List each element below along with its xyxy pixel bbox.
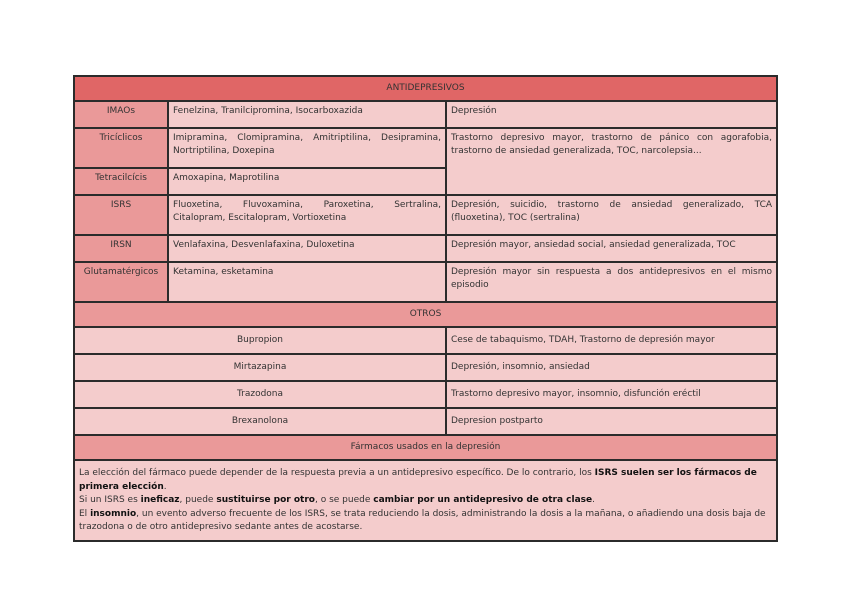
note-paragraph [79, 467, 772, 494]
otros-title: OTROS [74, 302, 777, 327]
note-text: . [592, 495, 596, 505]
note-emphasis: ineficaz [140, 495, 180, 505]
other-drug-uses: Depresion postparto [446, 408, 777, 435]
class-drugs: Venlafaxina, Desvenlafaxina, Duloxetina [168, 235, 446, 262]
table-row [74, 262, 777, 302]
note-emphasis: cambiar por un antidepresivo de otra clase [373, 495, 593, 505]
table-row [74, 195, 777, 235]
other-drug-uses: Cese de tabaquismo, TDAH, Trastorno de depresión mayor [446, 327, 777, 354]
other-drug-name: Mirtazapina [74, 354, 446, 381]
note-emphasis: ISRS suelen ser los fármacos de primera elección [79, 468, 757, 492]
note-text: El [79, 508, 91, 519]
class-name: ISRS [74, 195, 168, 235]
notes-title: Fármacos usados en la depresión [74, 435, 777, 460]
note-text: La elección del fármaco puede depender de la respuesta previa a un antidepresivo específico. De lo contrario, los [79, 468, 595, 478]
note-text: . [163, 481, 167, 492]
notes-body [74, 460, 777, 541]
other-drug-name: Bupropion [74, 327, 446, 354]
class-uses: Depresión mayor sin respuesta a dos antidepresivos en el mismo episodio [446, 262, 777, 302]
class-drugs: Fenelzina, Tranilcipromina, Isocarboxazida [168, 101, 446, 128]
table-row [74, 128, 777, 168]
note-emphasis: sustituirse por otro [216, 495, 315, 505]
note-text: , o se puede [314, 495, 374, 505]
note-paragraph [79, 494, 772, 508]
class-drugs: Ketamina, esketamina [168, 262, 446, 302]
table-title: ANTIDEPRESIVOS [74, 76, 777, 101]
antidepressants-table [73, 75, 778, 542]
table-row [74, 381, 777, 408]
class-name: IMAOs [74, 101, 168, 128]
class-uses: Depresión [446, 101, 777, 128]
table-row [74, 327, 777, 354]
table-row [74, 408, 777, 435]
class-uses: Depresión, suicidio, trastorno de ansiedad generalizado, TCA (fluoxetina), TOC (sertralina) [446, 195, 777, 235]
class-name: Tricíclicos [74, 128, 168, 168]
other-drug-name: Trazodona [74, 381, 446, 408]
other-drug-uses: Depresión, insomnio, ansiedad [446, 354, 777, 381]
other-drug-uses: Trastorno depresivo mayor, insomnio, disfunción eréctil [446, 381, 777, 408]
note-emphasis: insomnio [90, 508, 137, 519]
class-drugs: Fluoxetina, Fluvoxamina, Paroxetina, Sertralina, Citalopram, Escitalopram, Vortioxetina [168, 195, 446, 235]
class-drugs: Imipramina, Clomipramina, Amitriptilina, Desipramina, Nortriptilina, Doxepina [168, 128, 446, 168]
class-name: IRSN [74, 235, 168, 262]
class-uses: Depresión mayor, ansiedad social, ansiedad generalizada, TOC [446, 235, 777, 262]
class-name: Glutamatérgicos [74, 262, 168, 302]
other-drug-name: Brexanolona [74, 408, 446, 435]
class-drugs: Amoxapina, Maprotilina [168, 168, 446, 195]
table-row [74, 354, 777, 381]
note-text: Si un ISRS es [79, 495, 141, 505]
note-text: , un evento adverso frecuente de los ISRS, se trata reduciendo la dosis, administrando la dosis a la mañana, o añadiendo una dosis baja de trazodona o de otro antidepresivo sedante antes de acostarse. [79, 508, 766, 532]
note-text: , puede [179, 495, 217, 505]
note-paragraph [79, 508, 772, 535]
table-row [74, 235, 777, 262]
table-row [74, 101, 777, 128]
class-name: Tetracilcícis [74, 168, 168, 195]
class-uses: Trastorno depresivo mayor, trastorno de pánico con agorafobia, trastorno de ansiedad generalizada, TOC, narcolepsia... [446, 128, 777, 195]
